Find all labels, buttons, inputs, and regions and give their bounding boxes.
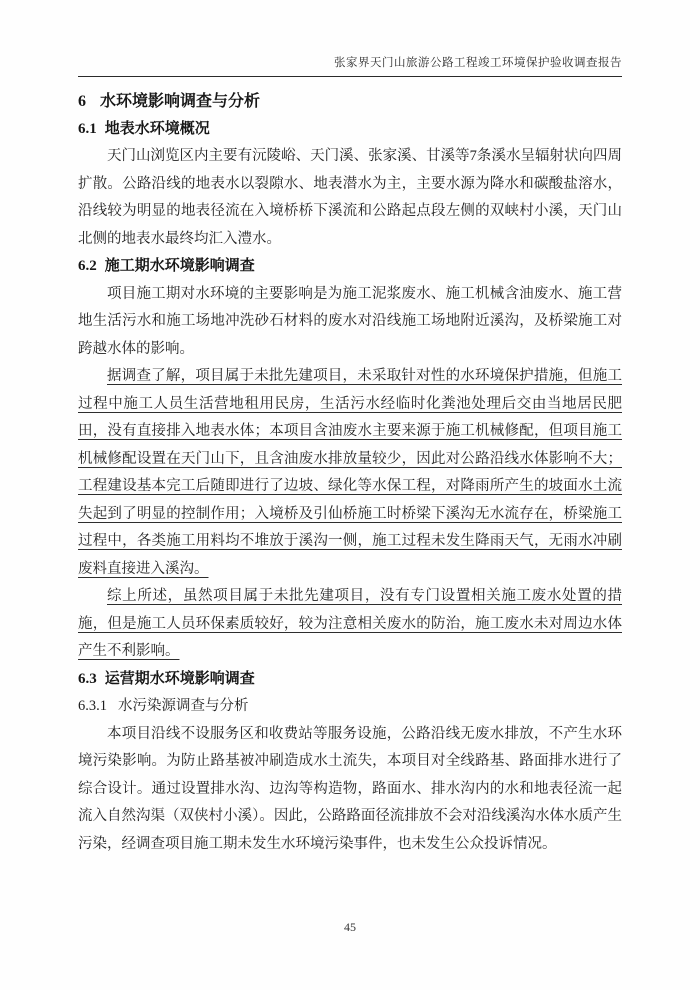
running-header <box>78 54 622 77</box>
section-6-title: 水环境影响调查与分析 <box>100 93 261 110</box>
paragraph-construction-conclusion-underlined: 综上所述，虽然项目属于未批先建项目，没有专门设置相关施工废水处置的措施，但是施工人员环保素质较好，较为注意相关废水的防治，施工废水未对周边水体产生不利影响。 <box>78 588 622 659</box>
section-6-2-title: 施工期水环境影响调查 <box>104 258 255 274</box>
section-6-number: 6 <box>78 93 86 110</box>
page-number: 45 <box>344 920 356 934</box>
paragraph-construction-survey-underlined: 据调查了解，项目属于未批先建项目，未采取针对性的水环境保护措施，但施工过程中施工人员生活营地租用民房，生活污水经临时化粪池处理后交由当地居民肥田，没有直接排入地表水体；本项目含油废水主要来源于施工机械修配，但项目施工机械修配设置在天门山下，且含油废水排放量较少，因此对公路沿线水体影响不大；工程建设基本完工后随即进行了边坡、绿化等水保工程，对降雨所产生的坡面水土流失起到了明显的控制作用；入境桥及引仙桥施工时桥梁下溪沟无水流存在，桥梁施工过程中，各类施工用料均不堆放于溪沟一侧，施工过程未发生降雨天气，无雨水冲刷废料直接进入溪沟。 <box>78 368 622 577</box>
section-6-1-title: 地表水环境概况 <box>104 120 210 137</box>
section-6-3-1-title: 水污染源调查与分析 <box>118 698 249 714</box>
section-6-3-1-number: 6.3.1 <box>78 698 107 714</box>
paragraph-construction-impact-intro: 项目施工期对水环境的主要影响是为施工泥浆废水、施工机械含油废水、施工营地生活污水和施工场地冲洗砂石材料的废水对沿线施工场地附近溪沟，及桥梁施工对跨越水体的影响。 <box>78 285 622 357</box>
section-6-1-number: 6.1 <box>78 120 97 137</box>
section-6-3-heading <box>78 666 622 694</box>
section-6-1-heading <box>78 116 622 144</box>
page-content <box>78 54 622 858</box>
section-6-3-1-heading <box>78 693 622 721</box>
section-6-3-number: 6.3 <box>78 670 97 687</box>
paragraph-surface-water-overview: 天门山浏览区内主要有沅陵峪、天门溪、张家溪、甘溪等7条溪水呈辐射状向四周扩散。公路沿线的地表水以裂隙水、地表潜水为主，主要水源为降水和碳酸盐溶水，沿线较为明显的地表径流在入境桥桥下溪流和公路起点段左侧的双峡村小溪，天门山北侧的地表水最终均汇入澧水。 <box>78 148 622 247</box>
running-header-title: 张家界天门山旅游公路工程竣工环境保护验收调查报告 <box>334 57 622 69</box>
section-6-3-title: 运营期水环境影响调查 <box>104 670 255 687</box>
section-6-2-number: 6.2 <box>78 258 97 274</box>
paragraph-operation-pollution-source: 本项目沿线不设服务区和收费站等服务设施，公路沿线无废水排放，不产生水环境污染影响。为防止路基被冲刷造成水土流失，本项目对全线路基、路面排水进行了综合设计。通过设置排水沟、边沟等构造物，路面水、排水沟内的水和地表径流一起流入自然沟渠（双侠村小溪）。因此，公路路面径流排放不会对沿线溪沟水体水质产生污染，经调查项目施工期未发生水环境污染事件，也未发生公众投诉情况。 <box>78 725 622 852</box>
section-6-heading <box>78 88 622 116</box>
section-6-2-heading <box>78 253 622 281</box>
